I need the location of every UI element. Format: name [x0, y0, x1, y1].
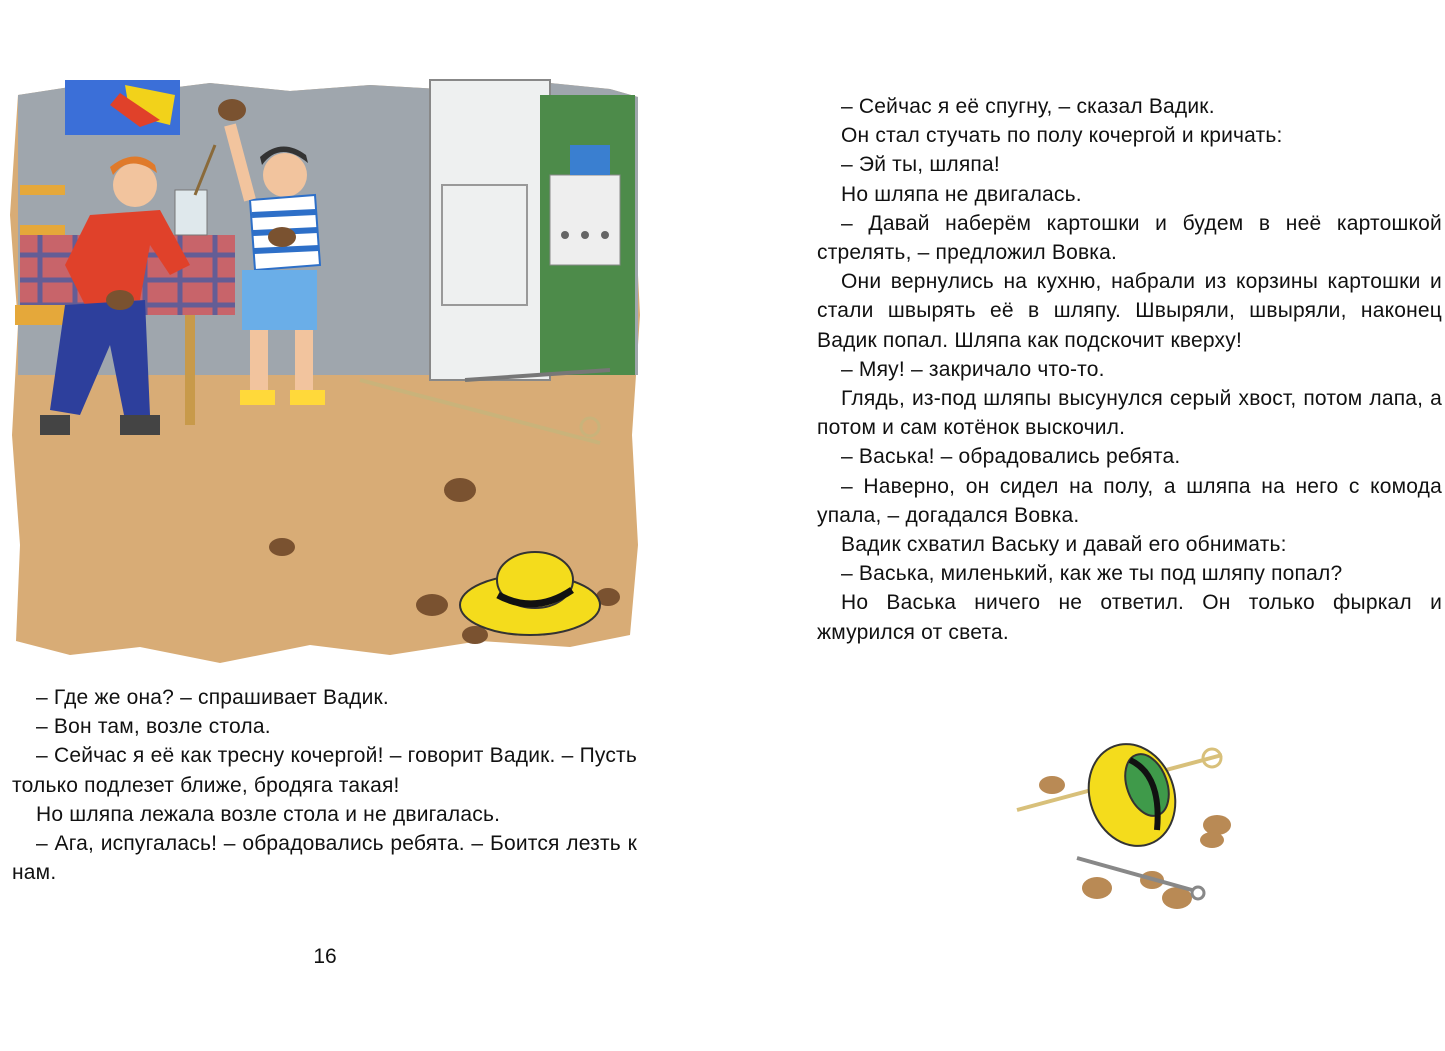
paragraph: – Наверно, он сидел на полу, а шляпа на него с комода упала, – догадался Вовка. — [817, 474, 1442, 527]
paragraph: Но шляпа не двигалась. — [841, 182, 1082, 206]
paragraph: Он стал стучать по полу кочергой и кричать: — [841, 124, 1283, 148]
paragraph: – Сейчас я её как тресну кочергой! – говорит Вадик. – Пусть только подлезет ближе, бродяга такая! — [12, 744, 637, 797]
room-illustration — [10, 75, 645, 675]
paragraph: – Мяу! – закричало что-то. — [841, 357, 1105, 381]
paragraph: Но шляпа лежала возле стола и не двигалась. — [36, 802, 501, 826]
paragraph: – Давай наберём картошки и будем в неё картошкой стрелять, – предложил Вовка. — [817, 211, 1442, 265]
paragraph: – Где же она? – спрашивает Вадик. — [36, 686, 389, 709]
paragraph: – Ага, испугалась! – обрадовались ребята. – Боится лезть к нам. — [12, 832, 637, 885]
right-page — [722, 0, 1445, 1051]
page-number: 16 — [313, 945, 337, 968]
paragraph: – Сейчас я её спугну, – сказал Вадик. — [841, 95, 1215, 118]
paragraph: – Вон там, возле стола. — [36, 715, 271, 739]
paragraph: Глядь, из-под шляпы высунулся серый хвост, потом лапа, а потом и сам котёнок выскочил. — [817, 387, 1442, 440]
right-page-text — [817, 92, 1442, 647]
paragraph: – Эй ты, шляпа! — [841, 153, 1000, 177]
left-page — [0, 0, 722, 1051]
paragraph: – Васька! – обрадовались ребята. — [841, 445, 1181, 469]
paragraph: Они вернулись на кухню, набрали из корзины картошки и стали швырять её в шляпу. Швыряли, швыряли, наконец Вадик попал. Шляпа как подскочит кверху! — [817, 270, 1442, 352]
left-page-text — [12, 683, 637, 887]
hat-potatoes-illustration — [1012, 740, 1242, 915]
paragraph: Вадик схватил Ваську и давай его обнимать: — [841, 533, 1287, 557]
paragraph: – Васька, миленький, как же ты под шляпу попал? — [841, 562, 1343, 586]
paragraph: Но Васька ничего не ответил. Он только фыркал и жмурился от света. — [817, 591, 1442, 644]
